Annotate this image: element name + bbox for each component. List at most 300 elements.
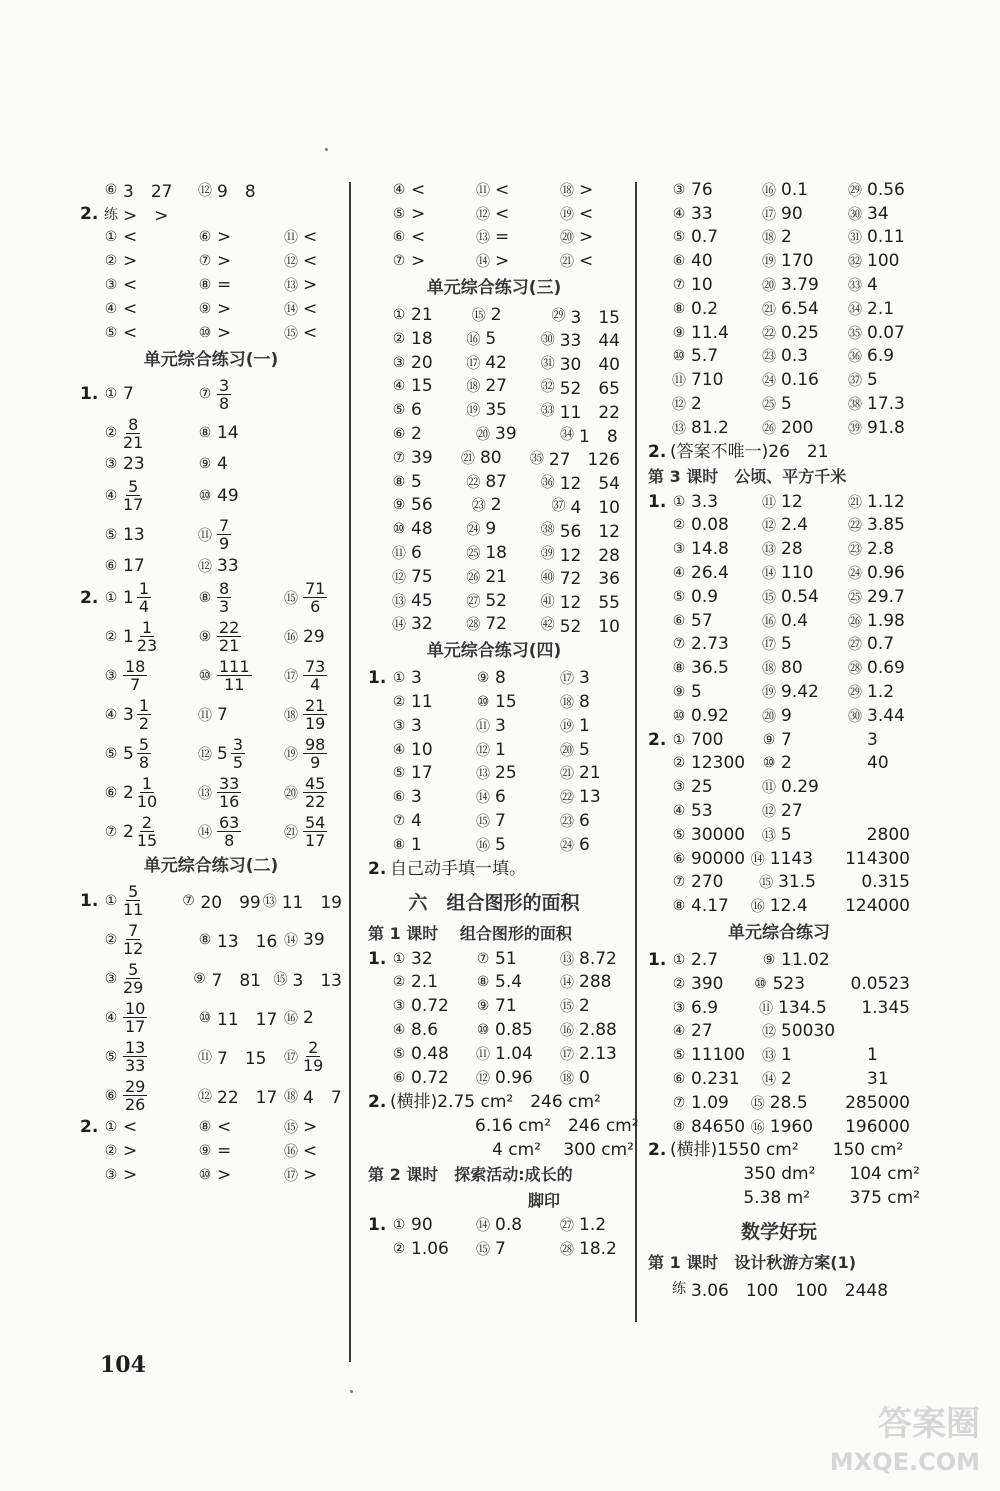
answer-item: [390, 519, 464, 539]
item-number: ⑩: [198, 487, 212, 504]
answer-value: 700: [691, 729, 724, 750]
answer-value: 200: [781, 417, 814, 438]
answer-value: 0.92: [691, 705, 729, 726]
item-number: ⑦: [672, 1094, 686, 1111]
answer-value: 12 54: [559, 474, 620, 495]
answer-value: 0.231: [691, 1068, 740, 1089]
answer-row: [648, 178, 910, 202]
answer-item: [558, 949, 617, 969]
numerator: 7: [128, 921, 139, 941]
item-number: ⑤: [392, 765, 406, 782]
item-number: ⑤: [104, 324, 118, 341]
item-number: ⑫: [284, 254, 298, 271]
item-number: ⑲: [560, 206, 574, 223]
numerator: 1: [138, 696, 150, 716]
answer-value: 390: [691, 973, 724, 994]
question-number: 1.: [648, 491, 667, 512]
answer-item: [464, 400, 538, 420]
answer-item: [390, 376, 464, 396]
answer-value: 0.29: [781, 777, 819, 798]
answer-item: [760, 801, 803, 821]
answer-value: 51: [495, 948, 517, 969]
answer-item: [282, 697, 327, 732]
answer-item: [760, 1045, 846, 1065]
answer-value: 27: [485, 376, 507, 397]
denominator: 8: [138, 753, 150, 773]
answer-item: [282, 1117, 317, 1137]
answer-item: [824, 1117, 910, 1137]
answer-item: [558, 996, 590, 1016]
answer-item: [558, 835, 590, 855]
answer-row: [648, 1067, 910, 1091]
answer-row: [368, 446, 620, 470]
answer-value: 11.4: [691, 322, 729, 343]
watermark-line2: MXQE.COM: [829, 1448, 980, 1476]
answer-value: 196000: [845, 1116, 910, 1137]
item-number: ㉚: [848, 708, 862, 725]
answer-row: [368, 303, 620, 327]
question-number: 1.: [368, 668, 387, 689]
answer-line: [648, 1138, 910, 1162]
answer-item: [670, 801, 760, 821]
answer-item: [670, 346, 760, 366]
answer-item: [282, 627, 325, 647]
answer-value: 75: [411, 566, 433, 587]
answer-item: [846, 611, 905, 631]
answer-value: 2: [579, 996, 590, 1017]
item-number: ⑭: [560, 975, 574, 992]
answer-value: 18.2: [579, 1239, 617, 1260]
answer-item: [760, 658, 846, 678]
answer-item: [539, 517, 620, 542]
answer-item: [282, 658, 327, 693]
answer-item: [670, 896, 749, 916]
answer-value: 5.4: [495, 972, 523, 993]
item-number: ⑱: [284, 707, 298, 724]
denominator: 17: [123, 495, 144, 515]
answer-item: [846, 323, 905, 343]
answer-item: [464, 329, 538, 349]
answer-value: 10: [411, 739, 433, 760]
item-number: ㊷: [540, 617, 555, 634]
item-number: ㉚: [540, 331, 555, 348]
answer-item: [539, 398, 620, 423]
answer-value: 90: [411, 1215, 433, 1236]
item-number: ㉛: [540, 355, 555, 372]
answer-line: [368, 1090, 620, 1114]
answer-item: [760, 950, 830, 970]
fraction: [217, 775, 241, 810]
answer-row: [648, 871, 910, 895]
item-number: ⑫: [198, 559, 212, 576]
fraction: [123, 416, 143, 451]
answer-value: 0.96: [495, 1067, 533, 1088]
answer-value: >: [495, 251, 510, 272]
item-number: ⑮: [284, 590, 298, 607]
item-number: ⑫: [476, 206, 490, 223]
answer-item: [474, 1044, 558, 1064]
answer-item: [102, 1165, 196, 1185]
answer-item: [102, 299, 196, 319]
item-number: ㉔: [848, 566, 862, 583]
answer-item: [474, 668, 558, 688]
answer-value: 7: [123, 384, 134, 405]
answer-value: <: [411, 227, 426, 248]
item-number: ⑩: [672, 348, 686, 365]
answer-item: [390, 567, 464, 587]
numerator: 13: [125, 1038, 146, 1058]
item-number: ㊴: [540, 546, 555, 563]
answer-value: 0.96: [867, 563, 905, 584]
answer-row: [80, 476, 342, 515]
item-number: ㉟: [848, 325, 862, 342]
item-number: ⑨: [198, 628, 212, 645]
item-number: ㉘: [848, 661, 862, 678]
answer-text: 350 dm² 104 cm²: [670, 1164, 920, 1185]
answer-item: [196, 486, 239, 506]
answer-row: [80, 453, 342, 477]
answer-row: [368, 738, 620, 762]
answer-value: 71: [495, 996, 517, 1017]
item-number: ⑮: [476, 1242, 490, 1259]
answer-value: 0.11: [867, 227, 905, 248]
numerator: 111: [219, 657, 250, 677]
numerator: 29: [125, 1077, 146, 1097]
item-number: ⑤: [104, 526, 118, 543]
item-number: ⑳: [476, 427, 490, 444]
whole-part: 1: [123, 587, 134, 608]
answer-row: [648, 799, 910, 823]
answer-item: [474, 204, 558, 224]
item-number: 练: [104, 206, 118, 223]
item-number: ㉙: [848, 182, 862, 199]
answer-item: [846, 370, 878, 390]
numerator: 8: [128, 414, 139, 434]
answer-value: 39: [495, 424, 517, 445]
item-number: ⑬: [560, 951, 574, 968]
answer-row: [648, 273, 910, 297]
item-number: ⑩: [392, 521, 406, 538]
answer-row: [80, 656, 342, 695]
item-number: ①: [392, 950, 406, 967]
item-number: ⑥: [104, 181, 118, 198]
answer-row: [648, 1115, 910, 1139]
answer-item: [102, 619, 196, 654]
answer-item: [282, 227, 317, 247]
item-number: ⑥: [104, 784, 118, 801]
answer-value: 21: [411, 305, 433, 326]
question-number: 2.: [648, 729, 667, 750]
answer-row: [368, 690, 620, 714]
answer-value: 1.12: [867, 491, 905, 512]
answer-item: [196, 619, 282, 654]
item-number: ⑨: [476, 998, 490, 1015]
answer-row: [648, 847, 910, 871]
answer-value: 2.73: [691, 634, 729, 655]
answer-value: 1.345: [861, 997, 910, 1018]
answer-value: 1143: [769, 848, 814, 869]
answer-value: =: [495, 227, 510, 248]
answer-row: [648, 561, 910, 585]
answer-row: [648, 894, 910, 918]
fraction: [217, 580, 231, 615]
answer-value: 0.7: [691, 227, 719, 248]
answer-item: [846, 825, 910, 845]
answer-item: [670, 1069, 760, 1089]
answer-value: 4.17: [691, 896, 729, 917]
item-number: ⑥: [672, 612, 686, 629]
answer-line: [368, 857, 620, 881]
answer-item: [474, 787, 558, 807]
answer-item: [102, 323, 196, 343]
answer-row: [368, 202, 620, 226]
answer-item: [846, 730, 878, 750]
answer-item: [846, 587, 905, 607]
answer-value: 5: [411, 471, 422, 492]
answer-item: [670, 492, 760, 512]
numerator: 63: [219, 813, 240, 833]
answer-value: 1.98: [867, 610, 905, 631]
answer-item: [196, 705, 282, 725]
answer-row: [80, 273, 342, 297]
fraction: [137, 775, 157, 810]
answer-row: [80, 249, 342, 273]
question-number: 2.: [368, 858, 387, 879]
answer-item: [390, 949, 474, 969]
answer-value: 3 13: [292, 971, 342, 992]
item-number: ③: [672, 999, 686, 1016]
denominator: 17: [305, 831, 326, 851]
item-number: ⑬: [198, 785, 212, 802]
answer-value: 33: [217, 556, 239, 577]
answer-value: 270: [691, 872, 724, 893]
item-number: ⑳: [284, 785, 298, 802]
item-number: ⑱: [466, 379, 481, 396]
answer-item: [846, 563, 905, 583]
answer-value: 52 10: [559, 616, 620, 637]
item-number: ㉜: [540, 379, 555, 396]
answer-item: [824, 849, 910, 869]
answer-value: 1: [867, 1045, 878, 1066]
answer-item: [846, 634, 894, 654]
item-number: ㊳: [540, 522, 555, 539]
whole-part: 2: [123, 782, 134, 803]
answer-item: [760, 682, 846, 702]
item-number: ⑳: [762, 708, 776, 725]
denominator: 15: [136, 831, 158, 851]
answer-item: [830, 974, 910, 994]
answer-item: [558, 1239, 617, 1259]
answer-item: [390, 1020, 474, 1040]
answer-item: [196, 1044, 282, 1069]
answer-value: 7: [217, 704, 228, 725]
item-number: ①: [104, 589, 118, 606]
answer-item: [760, 418, 846, 438]
item-number: ㉔: [762, 373, 776, 390]
item-number: ㊱: [540, 474, 555, 491]
question-number: 2.: [648, 1140, 667, 1161]
answer-value: 8: [579, 692, 590, 713]
item-number: ㉘: [560, 1242, 574, 1259]
answer-item: [846, 753, 889, 773]
answer-value: 100: [867, 251, 900, 272]
answer-item: [282, 1008, 314, 1028]
answer-value: 8.72: [579, 948, 617, 969]
answer-item: [196, 814, 282, 849]
answer-value: 0.315: [861, 872, 910, 893]
item-number: ③: [672, 541, 686, 558]
answer-value: 124000: [845, 896, 910, 917]
answer-value: 13: [579, 787, 601, 808]
answer-item: [282, 930, 325, 950]
answer-value: 134.5: [778, 997, 827, 1018]
answer-row: [80, 297, 342, 321]
answer-value: 5: [485, 328, 497, 349]
section-heading: 单元综合练习(二): [143, 856, 279, 877]
watermark-line1: 答案圈: [878, 1404, 980, 1444]
item-number: ⑭: [750, 851, 765, 868]
answer-value: 6.9: [691, 997, 719, 1018]
answer-value: <: [303, 322, 318, 343]
answer-item: [390, 835, 474, 855]
answer-item: [760, 251, 846, 271]
answer-value: 0.72: [411, 996, 449, 1017]
answer-item: [670, 950, 760, 970]
answer-value: 3.06 100 100 2448: [691, 1280, 889, 1301]
answer-row: [80, 554, 342, 578]
answer-item: [670, 753, 760, 773]
answer-row: [648, 1091, 910, 1115]
answer-value: 3: [867, 729, 878, 750]
answer-value: 0.4: [781, 610, 809, 631]
item-number: ⑪: [284, 230, 298, 247]
answer-item: [528, 445, 620, 470]
answer-item: [760, 227, 846, 247]
item-number: ㉔: [466, 522, 481, 539]
answer-value: 25: [691, 777, 713, 798]
item-number: ⑥: [392, 1069, 406, 1086]
answer-value: <: [123, 1117, 138, 1138]
item-number: ⑪: [762, 494, 776, 511]
fraction: [303, 697, 327, 732]
fraction: [123, 883, 143, 918]
answer-row: [368, 351, 620, 375]
denominator: 5: [232, 753, 244, 773]
answer-item: [390, 614, 464, 634]
answer-row: [648, 345, 910, 369]
item-number: ②: [672, 755, 686, 772]
answer-value: <: [303, 298, 318, 319]
answer-text: 4 cm² 300 cm²: [390, 1139, 634, 1160]
answer-value: 170: [781, 251, 814, 272]
answer-item: [102, 961, 191, 996]
answer-item: [390, 305, 470, 325]
answer-item: [179, 888, 260, 913]
item-number: ②: [392, 974, 406, 991]
item-number: ⑨: [392, 497, 406, 514]
answer-value: 0.2: [691, 298, 719, 319]
item-number: ⑪: [476, 182, 490, 199]
answer-value: 17: [123, 556, 145, 577]
answer-item: [760, 730, 846, 750]
item-number: ④: [392, 1022, 406, 1038]
item-number: ⑫: [762, 518, 776, 535]
answer-value: 39: [411, 447, 433, 468]
answer-item: [558, 1020, 617, 1040]
answer-value: 11 19: [281, 893, 342, 914]
answer-row: [648, 972, 910, 996]
answer-value: 7: [495, 811, 506, 832]
answer-item: [464, 519, 538, 539]
answer-row: [368, 613, 620, 637]
whole-part: 1: [123, 626, 134, 647]
page-number: 104: [100, 1352, 146, 1378]
answer-item: [196, 927, 282, 952]
item-number: ⑳: [762, 278, 776, 295]
item-number: ㉑: [762, 301, 776, 318]
answer-row: [80, 1076, 342, 1115]
speck-top: [325, 148, 328, 151]
answer-item: [390, 472, 464, 492]
answer-item: [390, 329, 464, 349]
answer-row: [648, 948, 910, 972]
item-number: ⑮: [750, 1095, 765, 1112]
answer-value: >: [411, 203, 426, 224]
item-number: ⑤: [672, 1047, 686, 1064]
item-number: ④: [104, 300, 118, 317]
item-number: ㉚: [848, 206, 862, 223]
item-number: ④: [672, 205, 686, 222]
answer-item: [670, 1117, 749, 1137]
answer-row: [80, 695, 342, 734]
item-number: ⑫: [762, 804, 776, 821]
answer-item: [760, 1021, 835, 1041]
answer-value: >: [123, 1164, 138, 1185]
item-number: ⑬: [476, 230, 490, 247]
answer-item: [558, 668, 590, 688]
answer-item: [846, 658, 905, 678]
answer-row: [368, 494, 620, 518]
answer-item: [670, 539, 760, 559]
answer-item: [670, 1045, 760, 1065]
item-number: ⑤: [672, 588, 686, 605]
fraction: [123, 1000, 147, 1035]
answer-value: 1960: [769, 1116, 814, 1137]
answer-value: 15: [495, 692, 517, 713]
answer-item: [670, 275, 760, 295]
answer-value: >: [217, 1164, 232, 1185]
answer-value: >: [217, 298, 232, 319]
answer-item: [464, 614, 538, 634]
item-number: ㊲: [551, 498, 566, 515]
answer-item: [390, 716, 474, 736]
answer-value: 4: [867, 275, 878, 296]
answer-item: [760, 515, 846, 535]
item-number: ⑱: [284, 1088, 298, 1105]
answer-item: [558, 1044, 617, 1064]
answer-value: 1 8: [579, 426, 618, 447]
answer-value: 2.1: [411, 972, 439, 993]
answer-item: [102, 775, 196, 810]
answer-value: 28.5: [769, 1092, 808, 1113]
answer-item: [558, 227, 593, 247]
fraction: [137, 580, 151, 615]
item-number: ⑬: [284, 278, 298, 295]
answer-item: [558, 972, 611, 992]
answer-value: 0.56: [867, 179, 905, 200]
question-number: 1.: [80, 384, 99, 405]
answer-row: [648, 202, 910, 226]
